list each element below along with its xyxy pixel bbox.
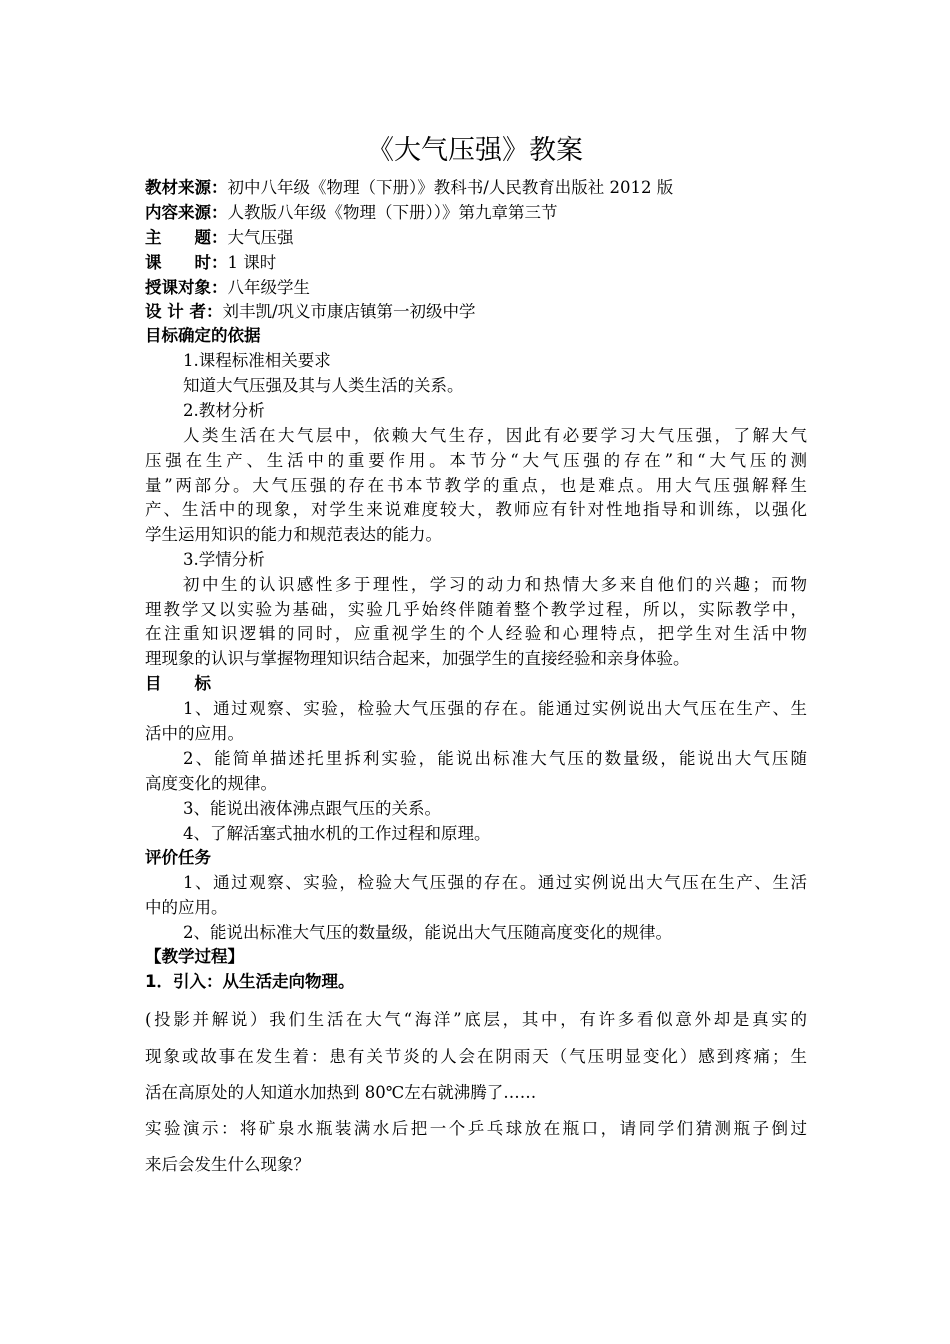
- paragraph-line: 压强在生产、生活中的重要作用。本节分“大气压强的存在”和“大气压的测: [145, 451, 807, 470]
- process-line: (投影并解说）我们生活在大气“海洋”底层，其中，有许多看似意外却是真实的: [145, 1010, 807, 1029]
- meta-audience: [145, 276, 310, 300]
- meta-label: 内容来源：: [145, 203, 228, 222]
- meta-label: 课 时：: [145, 253, 228, 272]
- section-heading-process: 【教学过程】: [145, 947, 244, 966]
- document-title: 《大气压强》教案: [367, 135, 583, 166]
- subsection-title: 2.教材分析: [183, 401, 265, 420]
- process-line: 现象或故事在发生着：患有关节炎的人会在阴雨天（气压明显变化）感到疼痛；生: [145, 1047, 807, 1066]
- subsection-title: 1.课程标准相关要求: [183, 351, 331, 370]
- meta-value: 八年级学生: [227, 278, 310, 297]
- process-line: 实验演示：将矿泉水瓶装满水后把一个乒乓球放在瓶口，请同学们猜测瓶子倒过: [145, 1119, 807, 1138]
- goal-line: 3、能说出液体沸点跟气压的关系。: [183, 799, 441, 818]
- paragraph-line: 产、生活中的现象，对学生来说难度较大，教师应有针对性地指导和训练，以强化: [145, 500, 807, 519]
- meta-label: 设 计 者：: [145, 302, 223, 321]
- meta-source: [145, 176, 673, 200]
- paragraph-line: 量”两部分。大气压强的存在书本节教学的重点，也是难点。用大气压强解释生: [145, 476, 807, 495]
- meta-content: [145, 201, 558, 225]
- evaluation-line: 1、通过观察、实验，检验大气压强的存在。通过实例说出大气压在生产、生活: [183, 873, 807, 892]
- meta-value: 刘丰凯/巩义市康店镇第一初级中学: [222, 302, 476, 321]
- meta-label: 授课对象：: [145, 278, 228, 297]
- subsection-title: 3.学情分析: [183, 550, 265, 569]
- paragraph-line: 知道大气压强及其与人类生活的关系。: [183, 376, 464, 395]
- paragraph-line: 理现象的认识与掌握物理知识结合起来，加强学生的直接经验和亲身体验。: [145, 649, 690, 668]
- meta-label: 主 题：: [145, 228, 228, 247]
- paragraph-line: 理教学又以实验为基础，实验几乎始终伴随着整个教学过程，所以，实际教学中，: [145, 600, 807, 619]
- process-step-title: 1．引入：从生活走向物理。: [145, 972, 355, 991]
- paragraph-line: 学生运用知识的能力和规范表达的能力。: [145, 525, 442, 544]
- paragraph-line: 初中生的认识感性多于理性，学习的动力和热情大多来自他们的兴趣；而物: [183, 575, 807, 594]
- paragraph-line: 在注重知识逻辑的同时，应重视学生的个人经验和心理特点，把学生对生活中物: [145, 624, 807, 643]
- section-heading-basis: 目标确定的依据: [145, 326, 261, 345]
- meta-value: 初中八年级《物理（下册）》教科书/人民教育出版社 2012 版: [227, 178, 674, 197]
- process-line: 活在高原处的人知道水加热到 80℃左右就沸腾了……: [145, 1083, 537, 1102]
- paragraph-line: 人类生活在大气层中，依赖大气生存，因此有必要学习大气压强，了解大气: [183, 426, 807, 445]
- meta-designer: [145, 300, 476, 324]
- goal-line: 2、能简单描述托里拆利实验，能说出标准大气压的数量级，能说出大气压随: [183, 749, 807, 768]
- goal-line: 高度变化的规律。: [145, 774, 277, 793]
- meta-value: 人教版八年级《物理（下册））》第九章第三节: [227, 203, 558, 222]
- evaluation-line: 2、能说出标准大气压的数量级，能说出大气压随高度变化的规律。: [183, 923, 672, 942]
- section-heading-goals: 目 标: [145, 674, 211, 693]
- meta-period: [145, 251, 276, 275]
- meta-topic: [145, 226, 294, 250]
- goal-line: 活中的应用。: [145, 724, 244, 743]
- goal-line: 4、了解活塞式抽水机的工作过程和原理。: [183, 824, 491, 843]
- meta-value: 大气压强: [227, 228, 294, 247]
- section-heading-evaluation: 评价任务: [145, 848, 211, 867]
- goal-line: 1、通过观察、实验，检验大气压强的存在。能通过实例说出大气压在生产、生: [183, 699, 807, 718]
- meta-label: 教材来源：: [145, 178, 228, 197]
- meta-value: 1 课时: [227, 253, 277, 272]
- process-line: 来后会发生什么现象？: [145, 1155, 310, 1174]
- evaluation-line: 中的应用。: [145, 898, 228, 917]
